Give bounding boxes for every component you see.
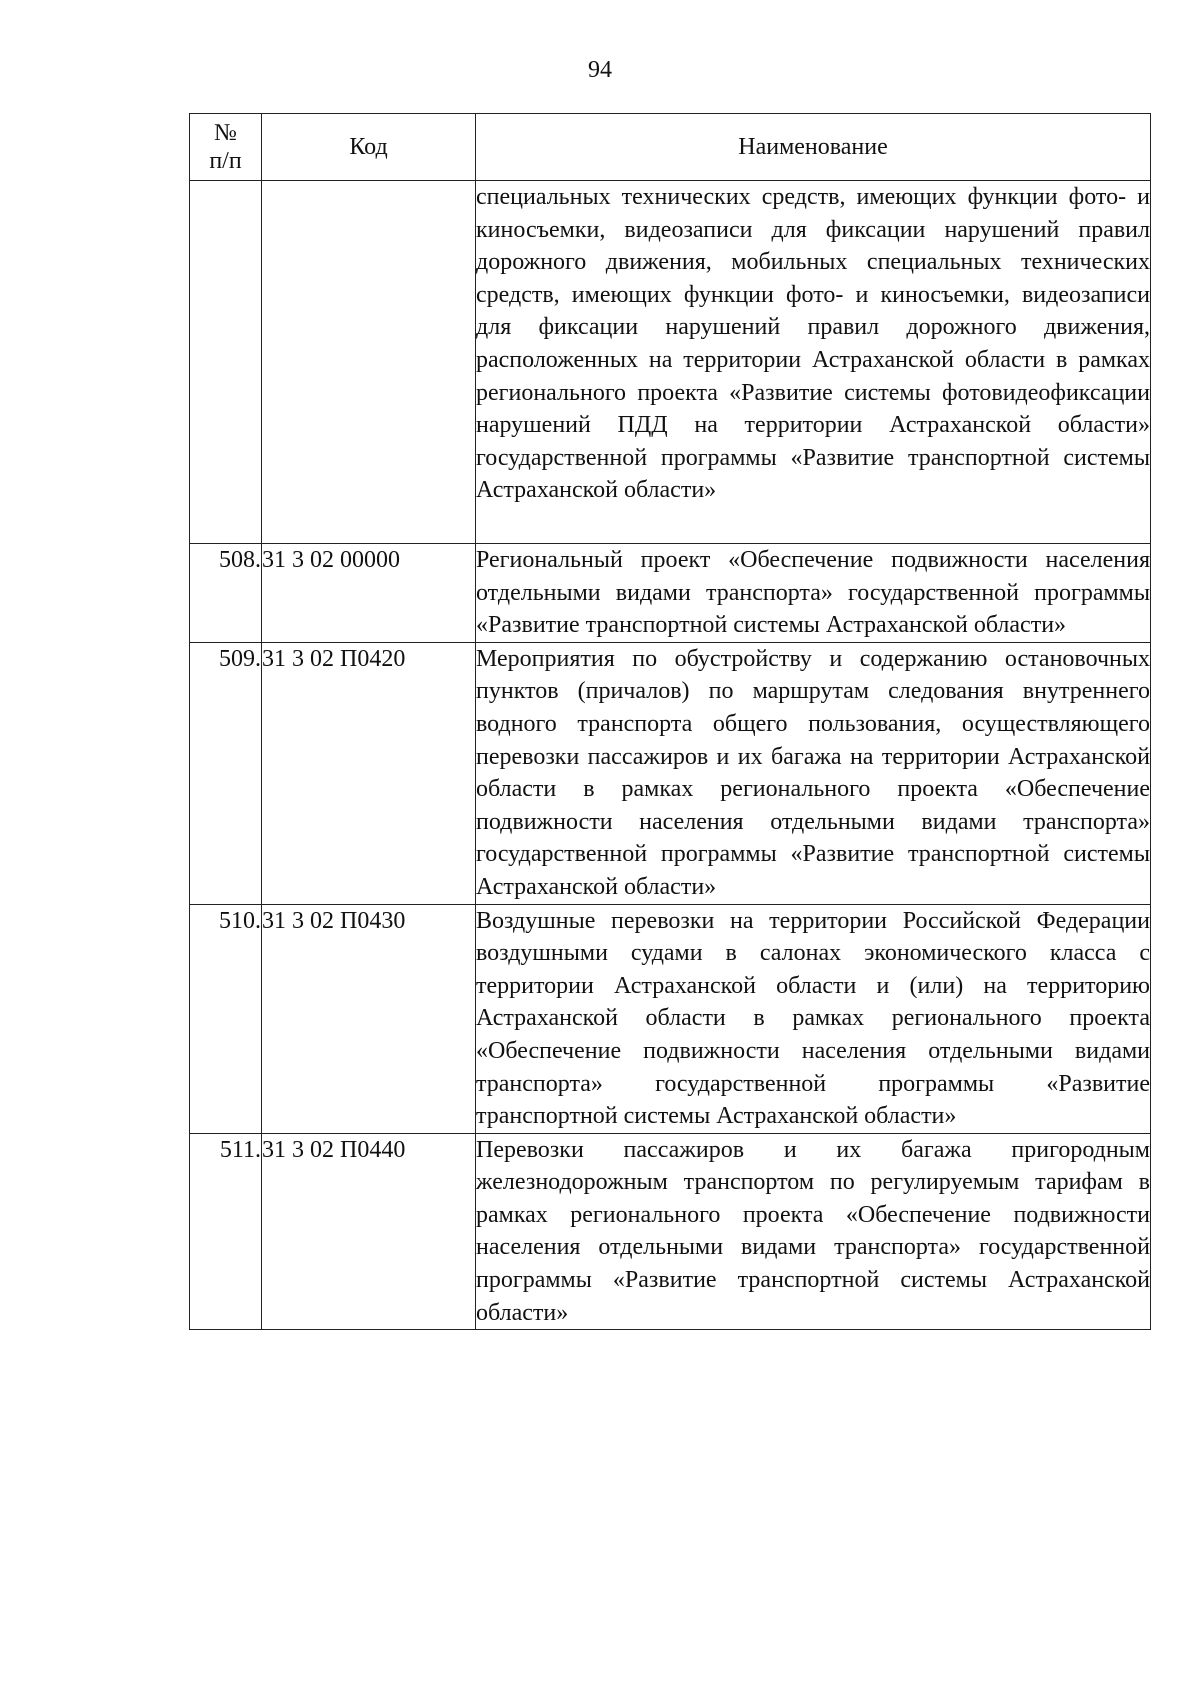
- header-name: Наименование: [476, 114, 1151, 181]
- table-row: [190, 544, 1151, 643]
- row-code: 31 3 02 П0430: [262, 904, 476, 1133]
- row-name: Региональный проект «Обеспечение подвижности населения отдельными видами транспорта» государственной программы «Развитие транспортной системы Астраханской области»: [476, 544, 1151, 643]
- row-name: Перевозки пассажиров и их багажа пригородным железнодорожным транспортом по регулируемым тарифам в рамках регионального проекта «Обеспечение подвижности населения отдельными видами транспорта» государственной программы «Развитие транспортной системы Астраханской области»: [476, 1133, 1151, 1330]
- row-name: специальных технических средств, имеющих функции фото- и киносъемки, видеозаписи для фиксации нарушений правил дорожного движения, мобильных специальных технических средств, имеющих функции фото- и киносъемки, видеозаписи для фиксации нарушений правил дорожного движения, расположенных на территории Астраханской области в рамках регионального проекта «Развитие системы фотовидеофиксации нарушений ПДД на территории Астраханской области» государственной программы «Развитие транспортной системы Астраханской области»: [476, 181, 1151, 544]
- row-name: Мероприятия по обустройству и содержанию остановочных пунктов (причалов) по маршрутам следования внутреннего водного транспорта общего пользования, осуществляющего перевозки пассажиров и их багажа на территории Астраханской области в рамках регионального проекта «Обеспечение подвижности населения отдельными видами транспорта» государственной программы «Развитие транспортной системы Астраханской области»: [476, 642, 1151, 904]
- header-number-symbol: №: [214, 120, 237, 146]
- row-code: 31 3 02 П0420: [262, 642, 476, 904]
- table-row: [190, 1133, 1151, 1330]
- row-number: 511.: [190, 1133, 262, 1330]
- row-number: 508.: [190, 544, 262, 643]
- row-name: Воздушные перевозки на территории Российской Федерации воздушными судами в салонах экономического класса с территории Астраханской области и (или) на территорию Астраханской области в рамках регионального проекта «Обеспечение подвижности населения отдельными видами транспорта» государственной программы «Развитие транспортной системы Астраханской области»: [476, 904, 1151, 1133]
- row-number: [190, 181, 262, 544]
- code-table: [189, 113, 1151, 1330]
- row-code: [262, 181, 476, 544]
- row-number: 509.: [190, 642, 262, 904]
- page-number: 94: [588, 57, 612, 83]
- row-number: 510.: [190, 904, 262, 1133]
- header-code: Код: [262, 114, 476, 181]
- header-number: [190, 114, 262, 181]
- table-row: [190, 642, 1151, 904]
- header-number-abbr: п/п: [209, 148, 242, 174]
- row-code: 31 3 02 П0440: [262, 1133, 476, 1330]
- table-header-row: [190, 114, 1151, 181]
- row-code: 31 3 02 00000: [262, 544, 476, 643]
- table-row: [190, 904, 1151, 1133]
- table-row: [190, 181, 1151, 544]
